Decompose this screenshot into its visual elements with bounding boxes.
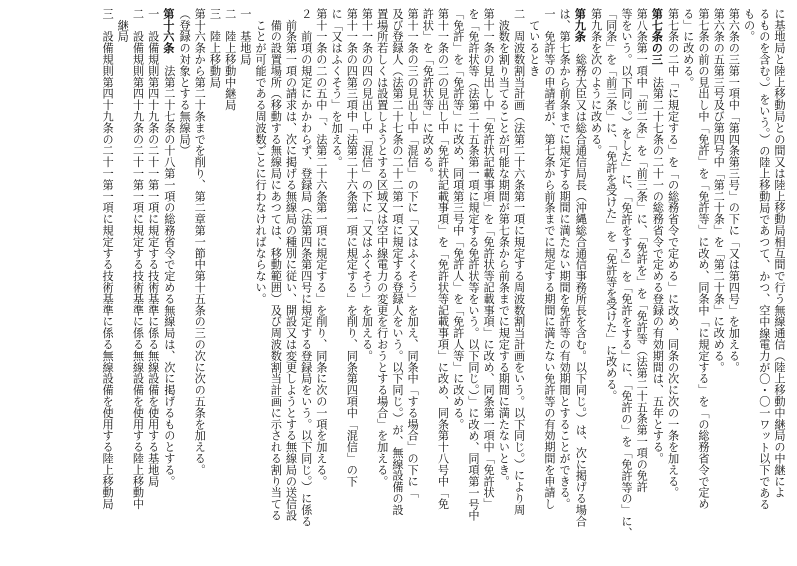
column-text: は、第七条から前条までに規定する期間に満たない期間を免許等の有効期間とすることができる。 <box>558 8 572 510</box>
text-column <box>711 8 726 560</box>
column-text: 第十一条の見出し中「免許状記載事項」を「免許状等記載事項」に改め、同条第一項中「免許状」 <box>482 8 496 510</box>
column-text: 三 設備規則第四十九条の二十一第一項に規定する技術基準に係る無線設備を使用する陸上移動局 <box>101 8 115 510</box>
text-column <box>496 8 511 560</box>
column-text: 及び登録人（法第二十七条の二十二第一項に規定する登録人をいう。以下同じ。）が、無線設備の設 <box>390 8 404 516</box>
column-text: に基地局と陸上移動局との間又は陸上移動局相互間で行う無線通信（陸上移動中継局の中継によ <box>773 8 786 499</box>
text-column <box>542 8 557 560</box>
column-text: 第八条第一項中「前二条」を「前三条」に、「免許を」を「免許等（法第二十五条第一項の免許 <box>635 8 649 493</box>
column-text: 一 設備規則第四十九条の二十一第一項に規定する技術基準に係る無線設備を使用する基地局 <box>146 8 160 487</box>
column-text: 二 周波数割当計画（法第二十六条第一項に規定する周波数割当計画をいう。以下同じ。）により周 <box>512 8 526 516</box>
text-column <box>634 8 649 560</box>
column-text: 第六条の五第三号及び第四号中「第二十条」を「第二十条」に改める。 <box>712 8 726 373</box>
column-text: 「同条」を「前三条」に、「免許を受けた」を「免許等を受けた」に改める。 <box>604 8 618 402</box>
text-column <box>435 8 450 560</box>
text-column <box>405 8 420 560</box>
text-column <box>344 8 359 560</box>
text-column <box>375 8 390 560</box>
column-text: 第十一条の二の見出し中「免許状記載事項」を「免許状等記載事項」に改め、同条第十八号中「免 <box>436 8 450 510</box>
article-heading: 第九条 <box>573 8 588 43</box>
column-text: 三 陸上移動局 <box>208 8 222 88</box>
column-text: 置場所若しくは設置しようとする区域又は空中線電力の変更を行おうとする場合」を加える。 <box>375 8 389 487</box>
column-text: ているとき <box>527 8 541 77</box>
text-column <box>451 8 466 560</box>
text-column <box>238 8 253 560</box>
column-text: に「又はふくそう」を加える。 <box>330 8 344 168</box>
column-text: ことが可能である周波数ごとに行わなければならない。 <box>254 8 268 305</box>
column-text: 一 免許等の申請者が、第七条から前条までに規定する期間に満たない免許等の有効期間を申請し <box>542 8 556 510</box>
text-column <box>420 8 435 560</box>
text-column <box>207 8 222 560</box>
column-text: （登録の対象とする無線局） <box>178 8 192 157</box>
column-text: 等をいう。以下同じ。）をした」に、「免許をする」を「免許をする」に、「免許の」を「免許等の」に、 <box>619 8 633 539</box>
column-text: 第十一条の二の五中「、法第二十六条第一項に規定する」を削り、同条に次の一項を加える。 <box>314 8 328 487</box>
text-column <box>696 8 711 560</box>
text-column <box>572 8 588 560</box>
text-column <box>466 8 481 560</box>
text-column <box>726 8 741 560</box>
text-column <box>314 8 329 560</box>
column-text: 二 陸上移動中継局 <box>223 8 237 111</box>
text-column <box>130 8 145 560</box>
text-column <box>619 8 634 560</box>
text-column <box>681 8 696 560</box>
text-column <box>557 8 572 560</box>
text-column <box>588 8 603 560</box>
text-column <box>757 8 772 560</box>
column-text: 第七条の二中「に規定する」を「の総務省令で定める」に改め、同条の次に次の一条を加える。 <box>666 8 680 499</box>
column-text: 第十六条から第二十条までを削り、第二章第一節中第十五条の三の次に次の五条を加える。 <box>193 8 207 476</box>
text-column <box>649 8 665 560</box>
article-heading: 第十六条 <box>161 8 176 54</box>
text-column <box>329 8 344 560</box>
text-column <box>222 8 237 560</box>
text-column <box>161 8 177 560</box>
column-text: 波数を割り当てることが可能な期間が第七条から前条までに規定する期間に満たないとき。 <box>497 8 511 487</box>
column-text: 法第二十七条の十八第一項の総務省令で定める無線局は、次に掲げるものとする。 <box>162 53 176 487</box>
text-column <box>527 8 542 560</box>
column-text: 第十一条の四第三項中「法第二十六条第一項に規定する」を削り、同条第四項中「混信」の下 <box>345 8 359 487</box>
column-text: 一 基地局 <box>238 8 252 65</box>
column-text: 前条第一項の請求は、次に掲げる無線局の種別に従い、開設又は変更しようとする無線局の送信設 <box>284 8 298 521</box>
column-text: る」に改める。 <box>681 8 695 88</box>
column-text: 第六条の三第一項中「第四条第三号」の下に「又は第四号」を加える。 <box>727 8 741 373</box>
column-text: 総務大臣又は総合通信局長（沖縄総合通信事務所長を含む。以下同じ。）は、次に掲げる場合 <box>574 42 588 527</box>
text-column <box>253 8 268 560</box>
column-text: 第九条を次のように改める。 <box>589 8 603 157</box>
column-text: 備の設置場所（移動する無線局にあつては、移動範囲）及び周波数割当計画に示される割り当てる <box>269 8 283 521</box>
text-column <box>100 8 115 560</box>
text-column <box>390 8 405 560</box>
text-column <box>192 8 207 560</box>
column-text: 「免許」を「免許等」に改め、同項第三号中「免許人」を「免許人等」に改める。 <box>451 8 465 430</box>
column-text: 法第二十七条の二十一の総務省令で定める登録の有効期間は、五年とする。 <box>651 65 665 464</box>
text-column <box>145 8 160 560</box>
text-column <box>283 8 298 560</box>
text-column <box>115 8 130 560</box>
text-column <box>268 8 283 560</box>
text-column <box>665 8 680 560</box>
text-column <box>359 8 374 560</box>
column-text: 第十一条の三の見出し中「混信」の下に「又はふくそう」を加え、同条中「する場合」の下に「 <box>406 8 420 499</box>
text-column <box>481 8 496 560</box>
column-text: 継局 <box>116 8 130 43</box>
column-text: 第十一条の四の見出し中「混信」の下に「又はふくそう」を加える。 <box>360 8 374 362</box>
column-text: 許状」を「免許状等」に改める。 <box>421 8 435 179</box>
column-text: 二 設備規則第四十九条の二十一第一項に規定する技術基準に係る無線設備を使用する陸上移動中 <box>131 8 145 510</box>
text-column <box>299 8 314 560</box>
column-text: もの。 <box>742 8 756 43</box>
column-text: を「免許状等（法第二十五条第一項に規定する免許状等をいう。以下同じ。）」に改め、同項第一号中 <box>466 8 480 522</box>
text-column <box>177 8 192 560</box>
column-text: 第七条の前の見出し中「免許」を「免許等」に改め、同条中「に規定する」を「の総務省令で定め <box>696 8 710 510</box>
column-text: るものを含む。）をいう。）の陸上移動局であつて、かつ、空中線電力が〇・〇一ワット以下である <box>757 8 771 510</box>
text-column <box>741 8 756 560</box>
text-column <box>604 8 619 560</box>
column-text: ２ 前項の規定にかかわらず、登録局（法第四条第四号に規定する登録局をいう。以下同じ。）に係る <box>299 8 313 527</box>
text-column <box>772 8 787 560</box>
text-column <box>511 8 526 560</box>
article-heading: 第七条の三 <box>650 8 665 65</box>
